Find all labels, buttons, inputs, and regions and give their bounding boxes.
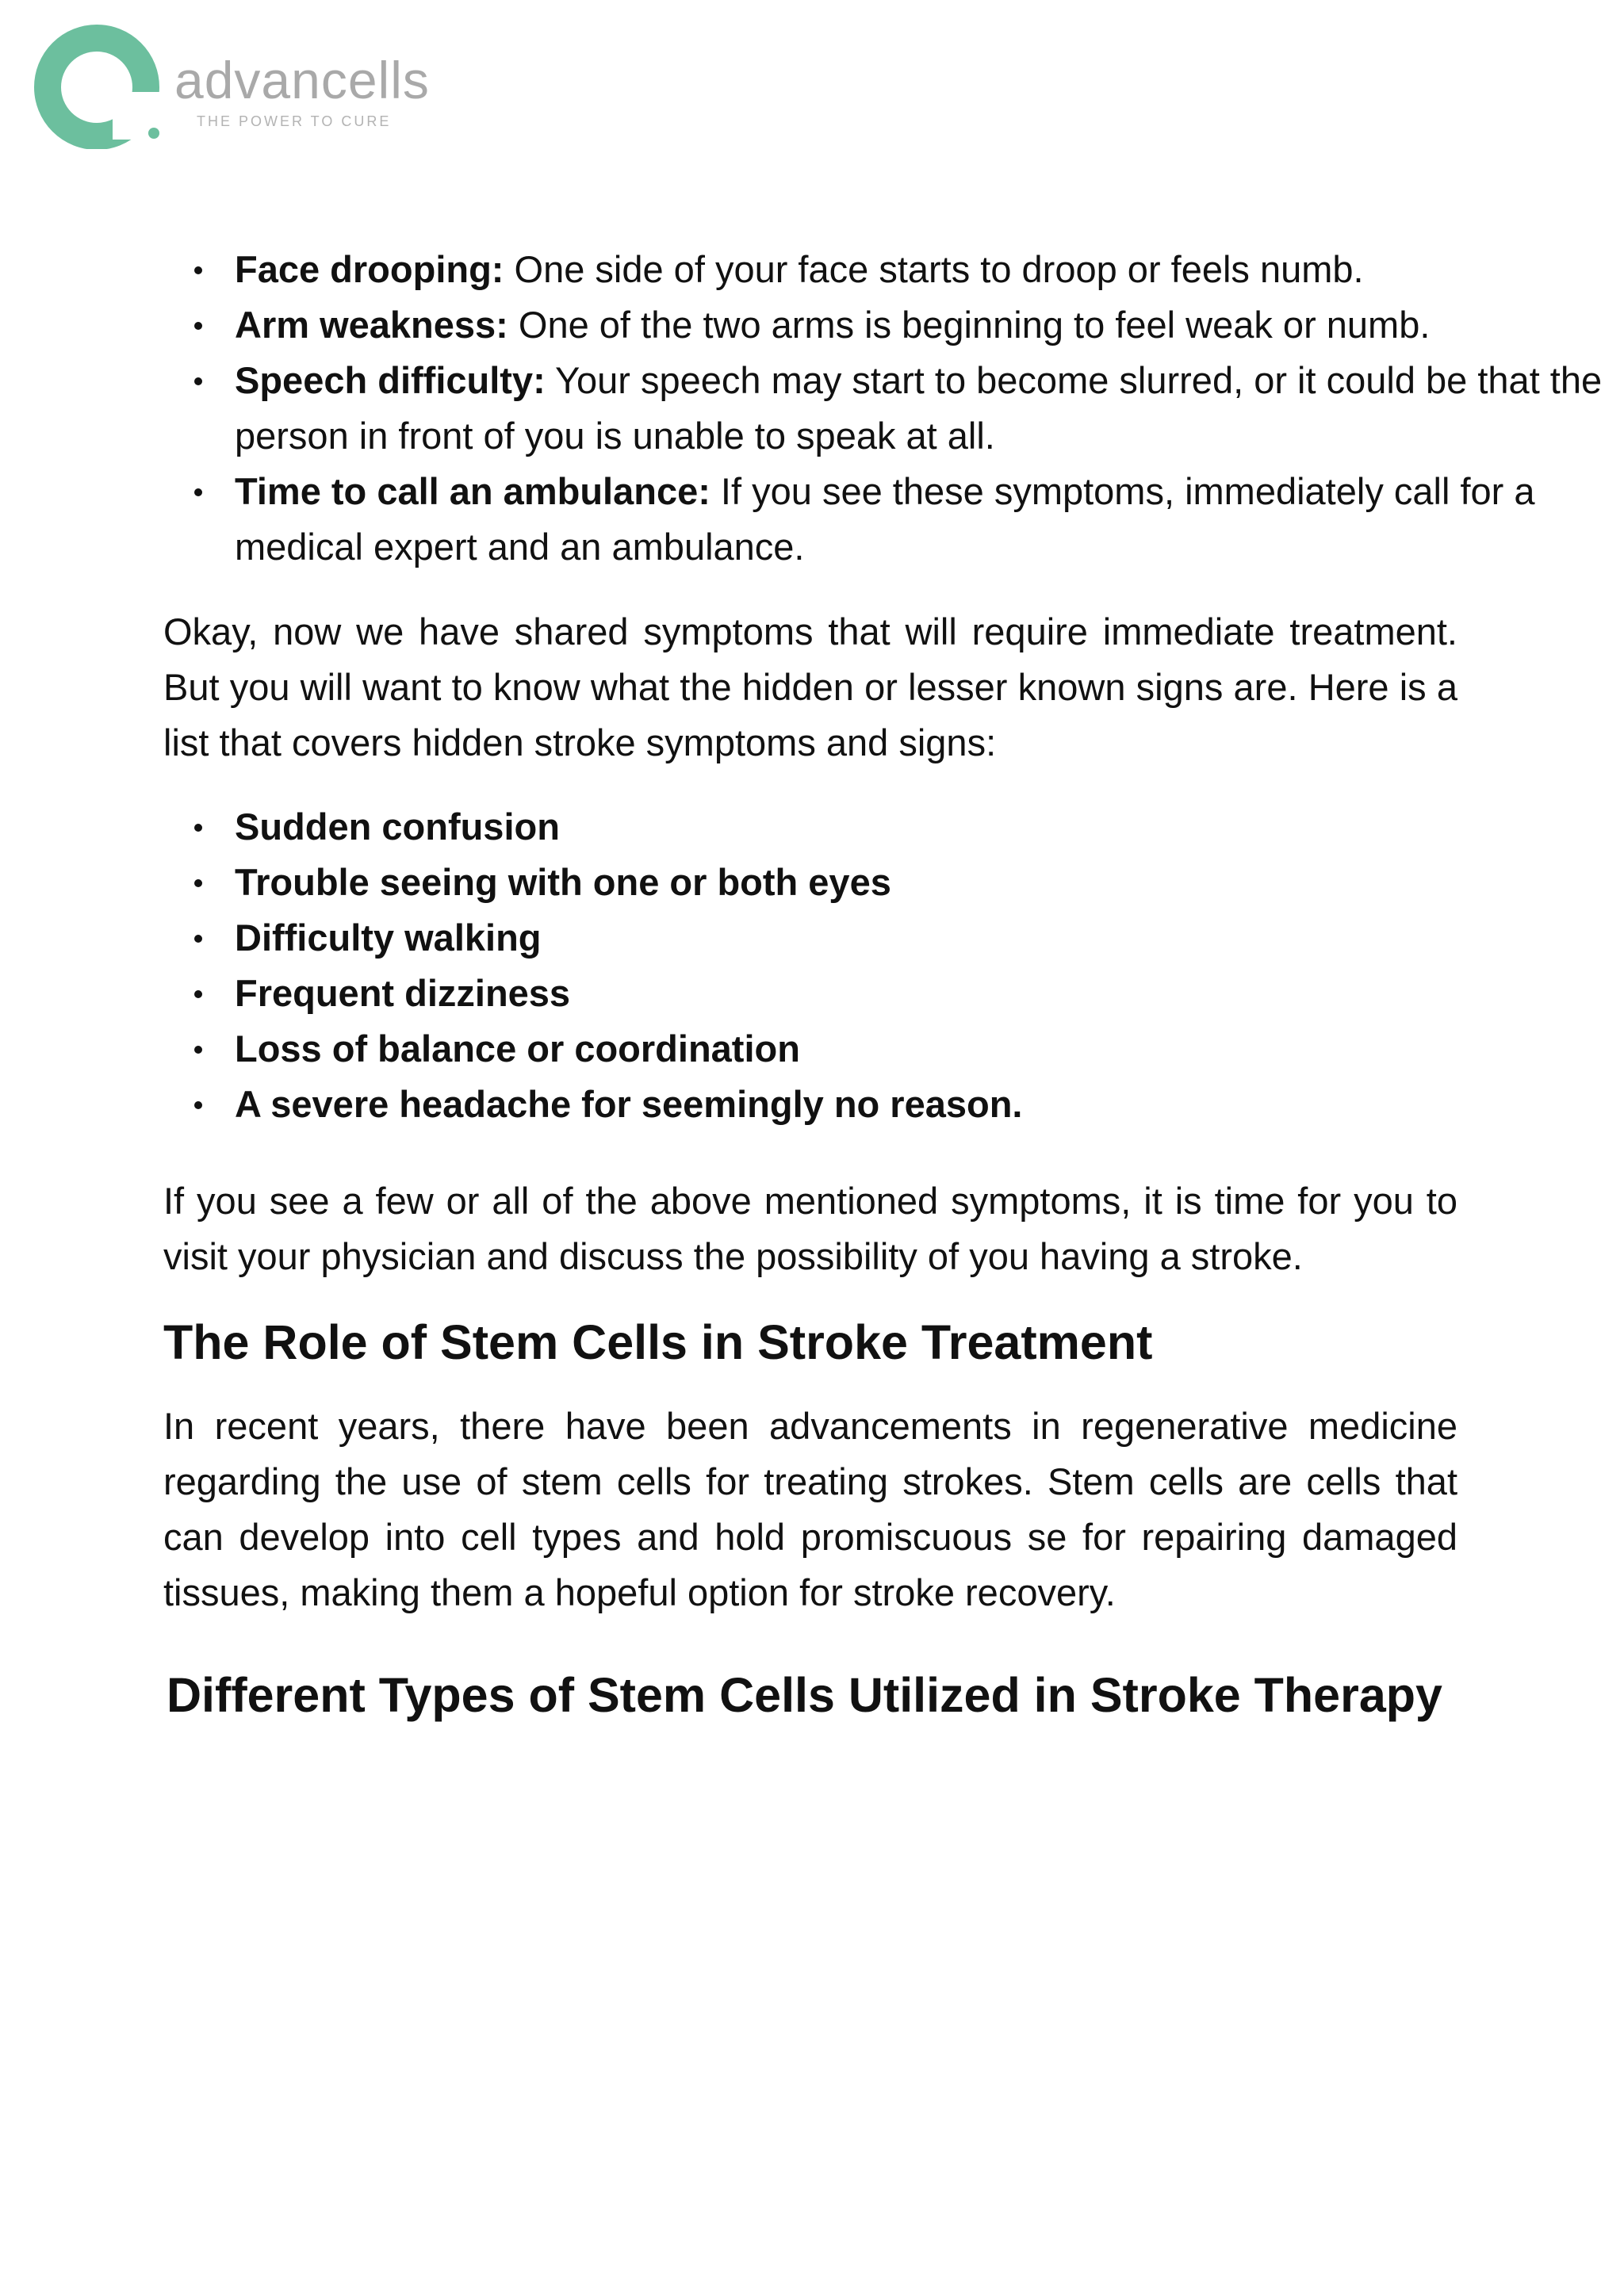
list-item [235, 297, 1624, 353]
brand-logo [33, 22, 477, 149]
symptom-term: Arm weakness: [235, 304, 508, 346]
stroke-symptom-list [163, 242, 1624, 575]
visit-physician-paragraph: If you see a few or all of the above mentioned symptoms, it is time for you to visit your physician and discuss the possibility of you having a stroke. [163, 1180, 1457, 1277]
hidden-signs-list [163, 799, 1457, 1132]
list-item: Loss of balance or coordination [235, 1021, 1457, 1077]
symptom-term: Speech difficulty: [235, 359, 546, 401]
symptom-term: Face drooping: [235, 248, 504, 290]
brand-name: advancells [174, 51, 430, 109]
list-item [235, 242, 1624, 297]
advancells-logo-icon [33, 22, 176, 149]
section-heading: The Role of Stem Cells in Stroke Treatment [163, 1315, 1153, 1369]
list-item: Difficulty walking [235, 910, 1457, 966]
list-item: Trouble seeing with one or both eyes [235, 855, 1457, 910]
section-heading: Different Types of Stem Cells Utilized in Stroke Therapy [167, 1668, 1442, 1722]
intro-hidden-signs-paragraph: Okay, now we have shared symptoms that will require immediate treatment. But you will want to know what the hidden or lesser known signs are. Here is a list that covers hidden stroke symptoms and signs: [163, 610, 1457, 763]
symptom-description: One side of your face starts to droop or feels numb. [504, 248, 1364, 290]
stem-cells-paragraph: In recent years, there have been advancements in regenerative medicine regarding the use of stem cells for treating strokes. Stem cells are cells that can develop into cell types and hold promiscuous se for repairing damaged tissues, making them a hopeful option for stroke recovery. [163, 1405, 1457, 1613]
list-item [235, 464, 1624, 575]
list-item: A severe headache for seemingly no reason. [235, 1077, 1457, 1132]
list-item: Frequent dizziness [235, 966, 1457, 1021]
symptom-term: Time to call an ambulance: [235, 470, 710, 512]
document-body [163, 242, 1603, 1732]
symptom-description: If you see these symptoms, immediately call for a medical expert and an ambulance. [235, 470, 1535, 568]
symptom-description: Your speech may start to become slurred, or it could be that the person in front of you is unable to speak at all. [235, 359, 1603, 457]
brand-tagline: THE POWER TO CURE [197, 113, 392, 129]
symptom-description: One of the two arms is beginning to feel weak or numb. [508, 304, 1431, 346]
list-item [235, 353, 1624, 464]
list-item: Sudden confusion [235, 799, 1457, 855]
